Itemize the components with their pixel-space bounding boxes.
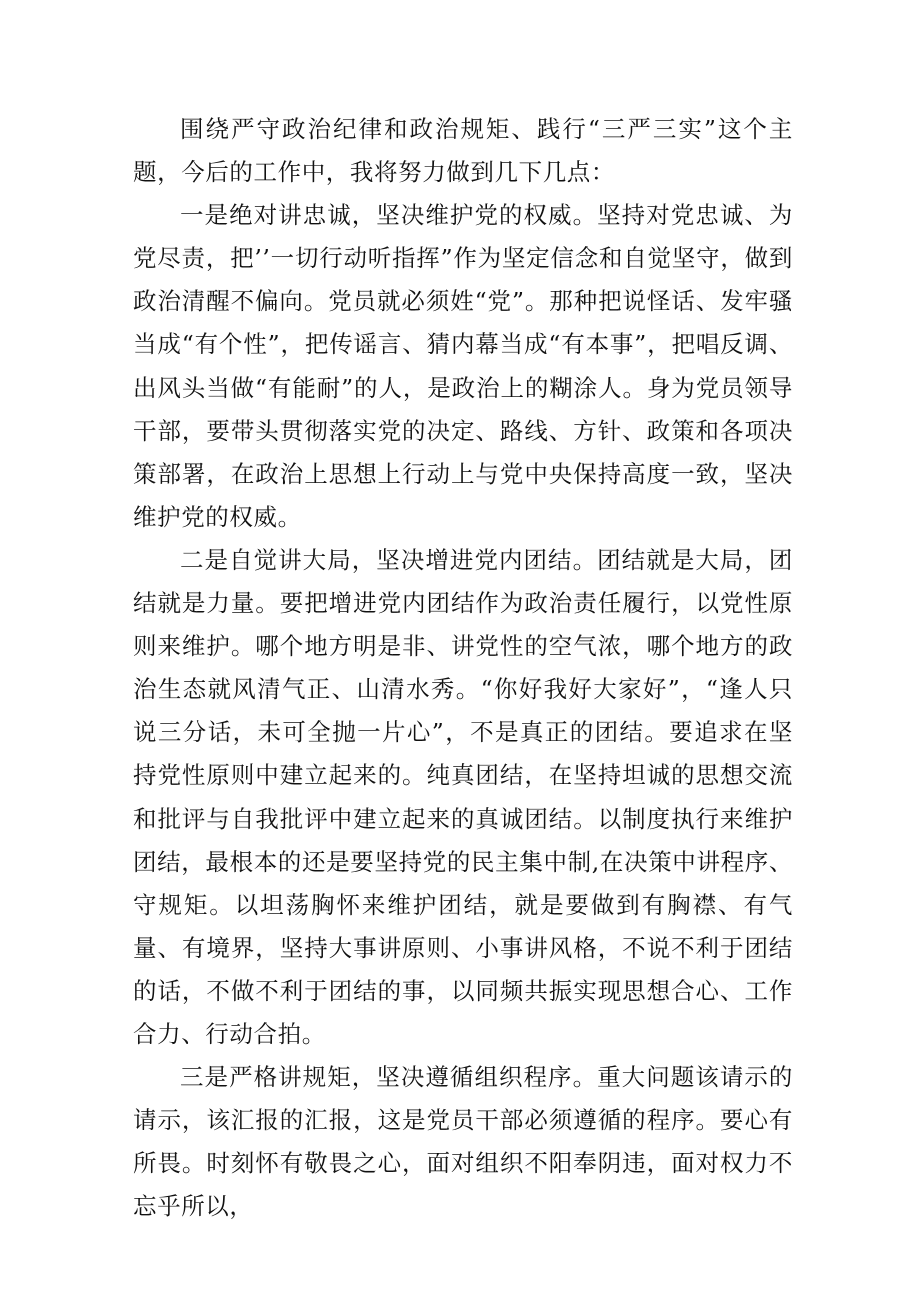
paragraph-rules: 三是严格讲规矩，坚决遵循组织程序。重大问题该请示的请示，该汇报的汇报，这是党员干部必须遵循的程序。要心有所畏。时刻怀有敬畏之心，面对组织不阳奉阴违，面对权力不忘乎所以，	[133, 1063, 793, 1221]
paragraph-loyalty: 一是绝对讲忠诚，坚决维护党的权威。坚持对党忠诚、为党尽责，把’’一切行动听指挥”作为坚定信念和自觉坚守，做到政治清醒不偏向。党员就必须姓“党”。那种把说怪话、发牢骚当成“有个性”，把传谣言、猜内幕当成“有本事”，把唱反调、出风头当做“有能耐”的人，是政治上的糊涂人。身为党员领导干部，要带头贯彻落实党的决定、路线、方针、政策和各项决策部署，在政治上思想上行动上与党中央保持高度一致，坚决维护党的权威。	[133, 201, 793, 531]
document-body	[133, 108, 793, 1228]
paragraph-unity: 二是自觉讲大局，坚决增进党内团结。团结就是大局，团结就是力量。要把增进党内团结作为政治责任履行，以党性原则来维护。哪个地方明是非、讲党性的空气浓，哪个地方的政治生态就风清气正、山清水秀。“你好我好大家好”，“逢人只说三分话，未可全抛一片心”，不是真正的团结。要追求在坚持党性原则中建立起来的。纯真团结，在坚持坦诚的思想交流和批评与自我批评中建立起来的真诚团结。以制度执行来维护团结，最根本的还是要坚持党的民主集中制,在决策中讲程序、守规矩。以坦荡胸怀来维护团结，就是要做到有胸襟、有气量、有境界，坚持大事讲原则、小事讲风格，不说不利于团结的话，不做不利于团结的事，以同频共振实现思想合心、工作合力、行动合拍。	[133, 545, 793, 1048]
paragraph-intro: 围绕严守政治纪律和政治规矩、践行“三严三实”这个主题，今后的工作中，我将努力做到几下几点：	[133, 115, 793, 187]
